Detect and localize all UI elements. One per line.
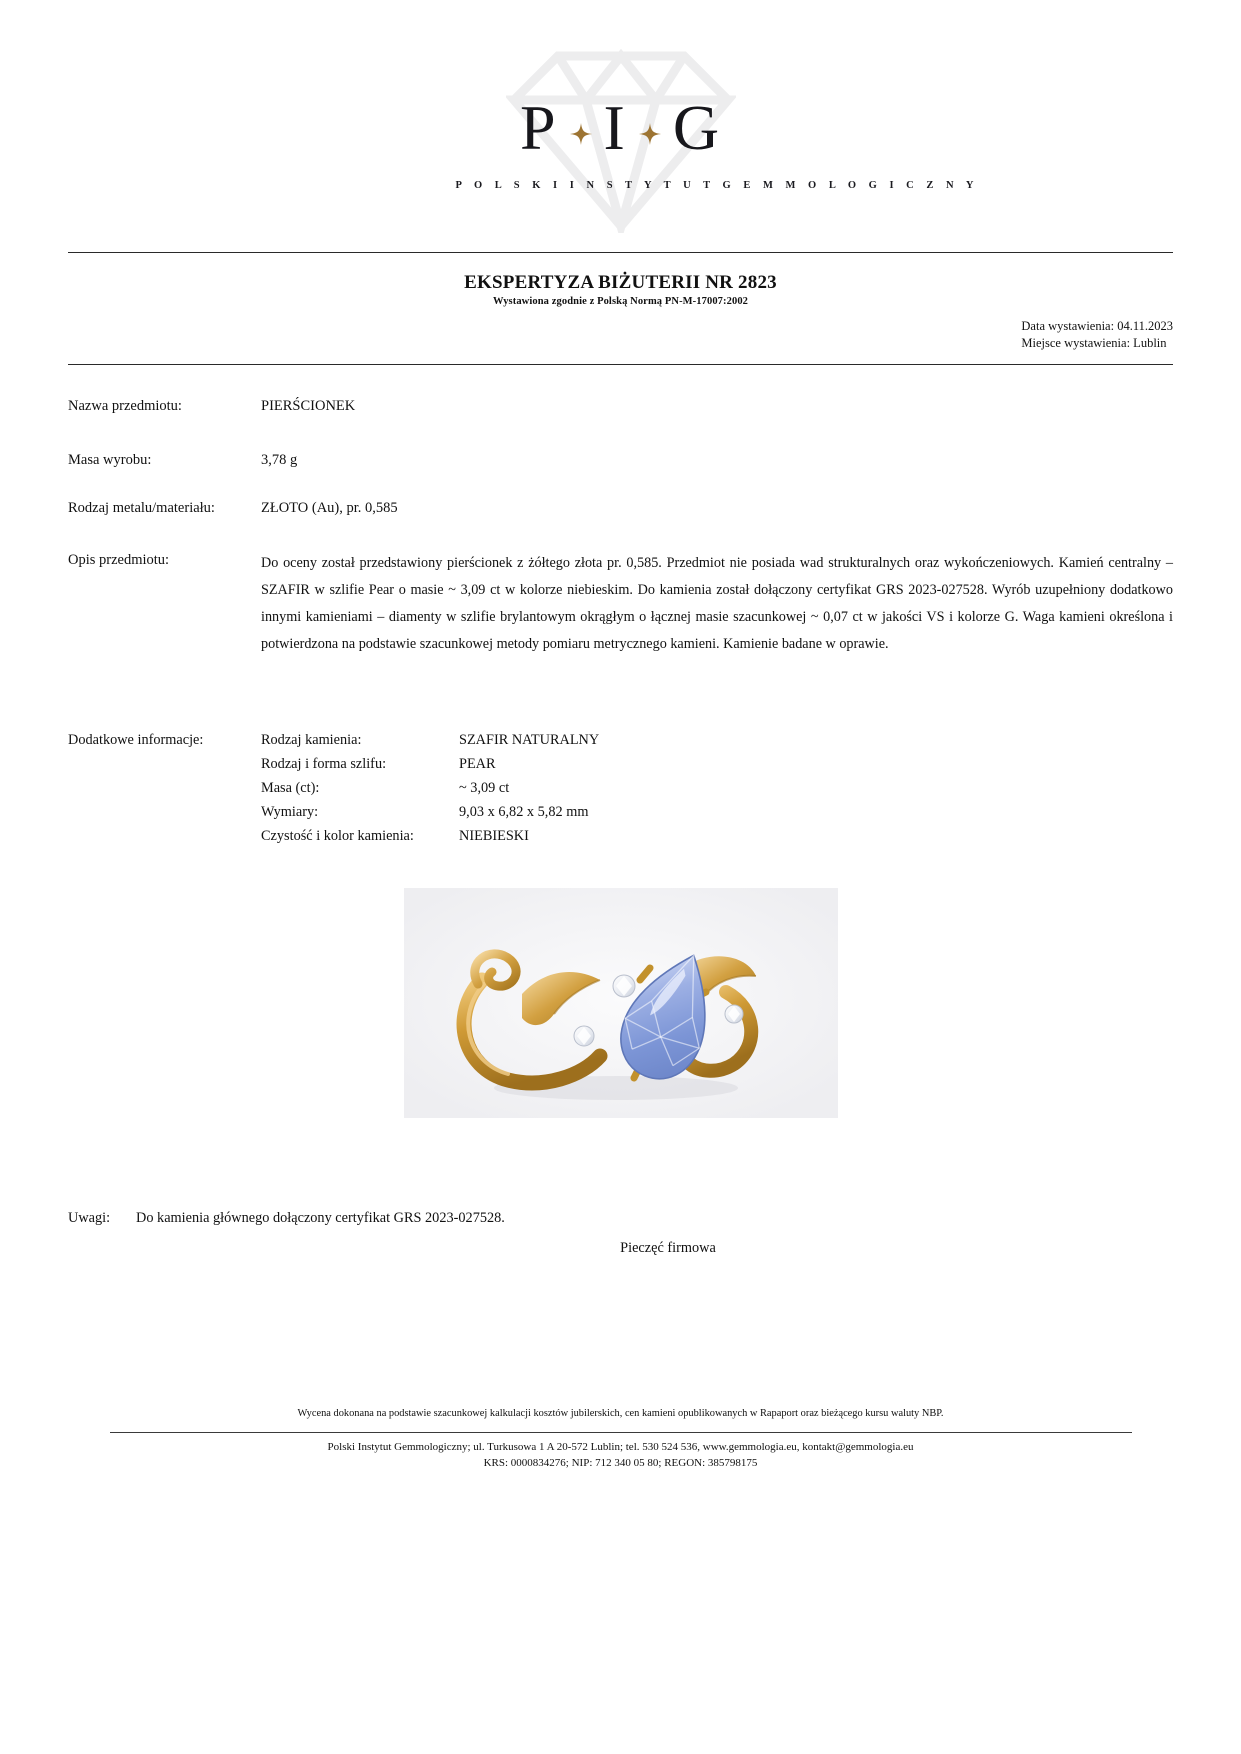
extra-info-label: Dodatkowe informacje: [68, 732, 204, 748]
field-metal [68, 498, 1173, 520]
field-item-name-label: Nazwa przedmiotu: [68, 398, 182, 414]
extra-row-value: 9,03 x 6,82 x 5,82 mm [459, 804, 589, 820]
field-item-name-value: PIERŚCIONEK [261, 398, 356, 414]
issue-date: Data wystawienia: 04.11.2023 [1021, 319, 1173, 333]
table-row [261, 804, 599, 828]
extra-row-value: ~ 3,09 ct [459, 780, 510, 796]
extra-row-key: Rodzaj i forma szlifu: [261, 756, 387, 772]
field-mass-label: Masa wyrobu: [68, 452, 152, 468]
logo-letter-i: I [603, 92, 627, 163]
field-description-value: Do oceny został przedstawiony pierścionek z żółtego złota pr. 0,585. Przedmiot nie posiada wad strukturalnych oraz wykończeniowych. Kamień centralny – SZAFIR w szlifie Pear o masie ~ 3,09 ct w kolorze niebieskim. Do kamienia został dołączony certyfikat GRS 2023-027528. Wyrób uzupełniony dodatkowo innymi kamieniami – diamenty w szlifie brylantowym okrągłym o łącznej masie szacunkowej ~ 0,07 ct w jakości VS i kolorze G. Waga kamieni określona i potwierdzona na podstawie szacunkowej metody pomiaru metrycznego kamieni. Kamienie badane w oprawie. [261, 555, 1173, 652]
page-subtitle: Wystawiona zgodnie z Polską Normą PN-M-17007:2002 [492, 296, 749, 307]
notes-value: Do kamienia głównego dołączony certyfikat GRS 2023-027528. [136, 1210, 505, 1226]
extra-row-key: Wymiary: [261, 804, 319, 820]
table-row [261, 780, 599, 804]
field-mass [68, 450, 1173, 472]
extra-row-value: NIEBIESKI [459, 828, 529, 844]
logo-block [0, 48, 1241, 248]
field-metal-value: ZŁOTO (Au), pr. 0,585 [261, 500, 398, 516]
field-mass-value: 3,78 g [261, 452, 298, 468]
logo-lettermark [456, 92, 786, 166]
footer-contact-line1: Polski Instytut Gemmologiczny; ul. Turkusowa 1 A 20-572 Lublin; tel. 530 524 536, www.gemmologia.eu, kontakt@gemmologia.eu [327, 1441, 914, 1453]
extra-row-key: Rodzaj kamienia: [261, 732, 362, 748]
divider-mid [68, 364, 1173, 365]
field-item-name [68, 396, 1173, 418]
logo-subtitle: P O L S K I I N S T Y T U T G E M M O L O G I C Z N Y [455, 180, 979, 191]
ring-photo-illustration [404, 888, 838, 1118]
issue-place: Miejsce wystawienia: Lublin [1021, 335, 1167, 350]
accent-diamond [613, 975, 635, 997]
table-row [261, 732, 599, 756]
accent-diamond [725, 1005, 743, 1023]
issue-meta [1021, 318, 1173, 352]
four-point-star-icon-2 [627, 102, 673, 166]
notes-row [68, 1210, 505, 1227]
extra-row-value: SZAFIR NATURALNY [459, 732, 600, 748]
logo-letter-g: G [672, 92, 722, 163]
accent-diamond [574, 1026, 594, 1046]
item-photo [404, 888, 838, 1118]
four-point-star-icon [558, 102, 604, 166]
table-row [261, 828, 599, 852]
extra-row-key: Masa (ct): [261, 780, 320, 796]
divider-top [68, 252, 1173, 253]
logo-inner [455, 48, 979, 248]
field-description-label: Opis przedmiotu: [68, 552, 170, 568]
footer-valuation-note: Wycena dokonana na podstawie szacunkowej kalkulacji kosztów jubilerskich, cen kamieni opublikowanych w Rapaport oraz bieżącego kursu waluty NBP. [297, 1408, 944, 1419]
table-row [261, 756, 599, 780]
logo-letter-p: P [519, 92, 558, 163]
field-metal-label: Rodzaj metalu/materiału: [68, 500, 215, 516]
extra-row-value: PEAR [459, 756, 496, 772]
page-title: EKSPERTYZA BIŻUTERII NR 2823 [464, 272, 777, 293]
field-description [68, 550, 1173, 658]
footer-contact [0, 1440, 1241, 1472]
notes-label: Uwagi: [68, 1210, 111, 1226]
extra-row-key: Czystość i kolor kamienia: [261, 828, 414, 844]
extra-info-section [68, 732, 1173, 852]
footer-contact-line2: KRS: 0000834276; NIP: 712 340 05 80; REGON: 385798175 [483, 1456, 758, 1469]
extra-info-table [261, 732, 599, 852]
company-stamp-label: Pieczęć firmowa [620, 1240, 716, 1256]
divider-bottom [110, 1432, 1132, 1433]
